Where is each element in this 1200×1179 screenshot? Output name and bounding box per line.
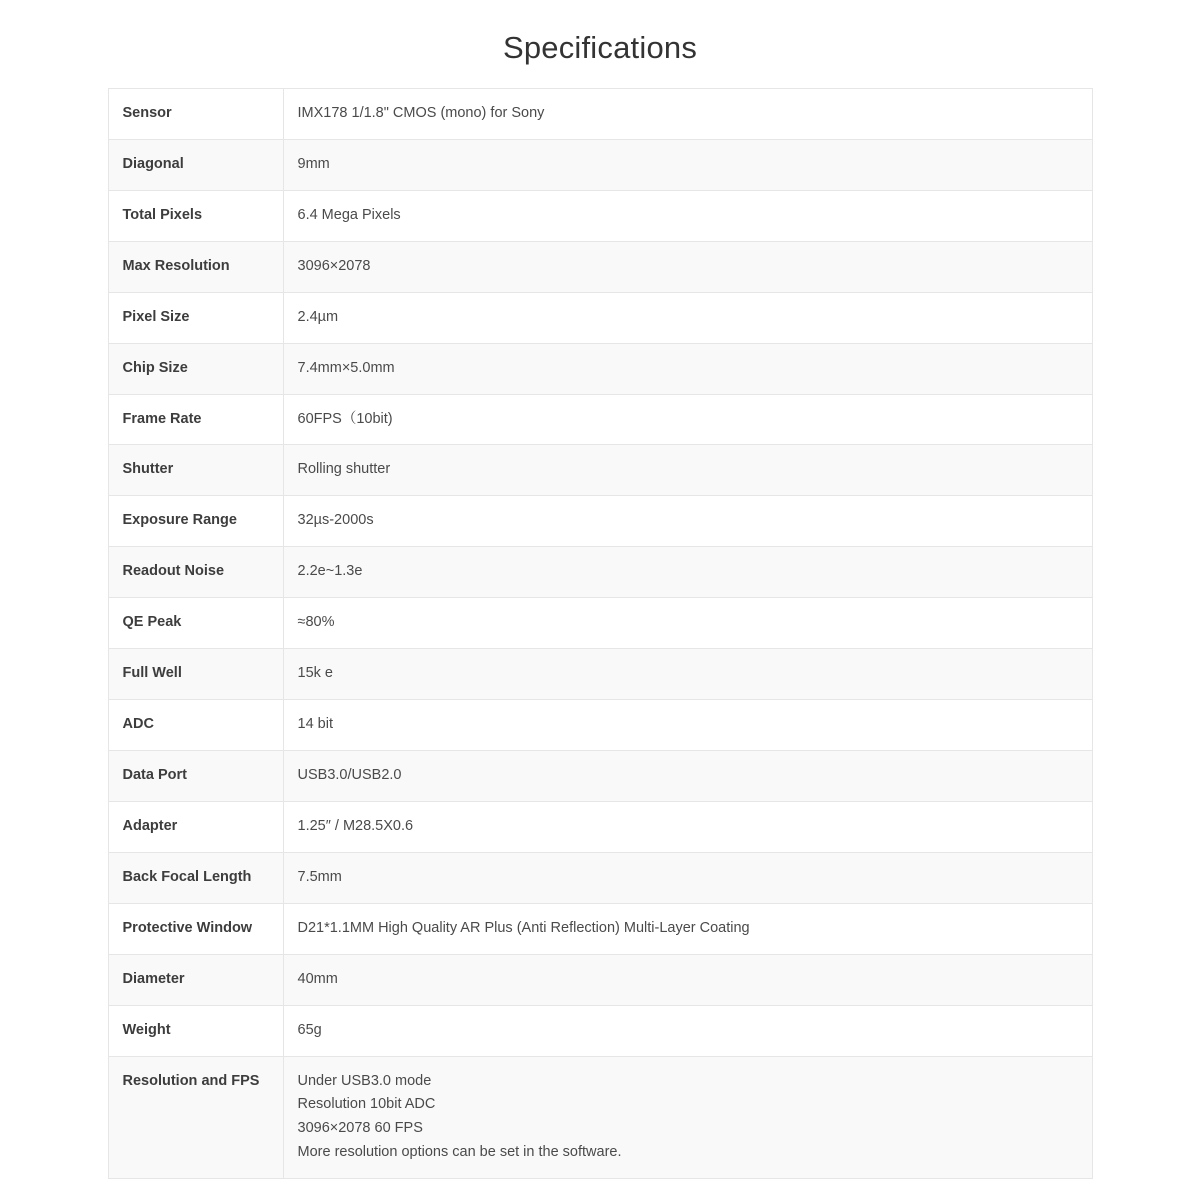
- spec-value: IMX178 1/1.8" CMOS (mono) for Sony: [297, 105, 545, 121]
- spec-label: Readout Noise: [108, 547, 283, 598]
- spec-value: 15k e: [297, 665, 333, 682]
- spec-value: 3096×2078: [297, 257, 371, 274]
- spec-value: [283, 1056, 1092, 1179]
- table-row: [108, 241, 1092, 292]
- spec-value: 1.25″ / M28.5X0.6: [297, 817, 414, 834]
- spec-value: 65g: [297, 1021, 322, 1038]
- spec-value: 9mm: [297, 155, 330, 172]
- spec-label: Full Well: [108, 649, 283, 700]
- value-line: Resolution 10bit ADC: [297, 1096, 436, 1113]
- specifications-table-container: [108, 88, 1093, 1179]
- table-row: [108, 89, 1092, 140]
- table-row: [108, 954, 1092, 1005]
- table-row: [108, 292, 1092, 343]
- spec-label: Resolution and FPS: [108, 1056, 283, 1179]
- spec-label: Weight: [108, 1005, 283, 1056]
- spec-value: 6.4 Mega Pixels: [297, 206, 401, 223]
- spec-value: ≈80%: [297, 614, 335, 631]
- table-row: [108, 445, 1092, 496]
- spec-label: Diameter: [108, 954, 283, 1005]
- spec-value: Rolling shutter: [297, 461, 391, 478]
- multi-line-value: [298, 1070, 1078, 1166]
- spec-value: 7.5mm: [297, 868, 342, 885]
- table-row: [108, 1056, 1092, 1179]
- table-row: [108, 547, 1092, 598]
- table-row: [108, 801, 1092, 852]
- value-line: 3096×2078 60 FPS: [297, 1120, 423, 1137]
- table-row: [108, 598, 1092, 649]
- spec-label: Frame Rate: [108, 394, 283, 445]
- spec-label: Max Resolution: [108, 241, 283, 292]
- spec-label: Sensor: [108, 89, 283, 140]
- spec-label: Exposure Range: [108, 496, 283, 547]
- spec-label: Adapter: [108, 801, 283, 852]
- value-line: More resolution options can be set in the software.: [297, 1144, 622, 1161]
- spec-value: USB3.0/USB2.0: [297, 766, 402, 783]
- value-line: Under USB3.0 mode: [297, 1072, 432, 1089]
- spec-label: Data Port: [108, 750, 283, 801]
- spec-label: Diagonal: [108, 139, 283, 190]
- table-row: [108, 190, 1092, 241]
- table-row: [108, 496, 1092, 547]
- spec-label: Protective Window: [108, 903, 283, 954]
- spec-value: 40mm: [297, 970, 338, 987]
- spec-value: 7.4mm×5.0mm: [297, 359, 395, 376]
- spec-value: 2.2e~1.3e: [297, 563, 363, 580]
- spec-value: 14 bit: [297, 716, 333, 733]
- specifications-table-body: [108, 89, 1092, 1179]
- spec-value: 32µs-2000s: [297, 512, 374, 529]
- spec-label: Chip Size: [108, 343, 283, 394]
- spec-label: Total Pixels: [108, 190, 283, 241]
- spec-value: 60FPS（10bit): [297, 410, 393, 427]
- table-row: [108, 139, 1092, 190]
- spec-label: QE Peak: [108, 598, 283, 649]
- spec-label: Shutter: [108, 445, 283, 496]
- table-row: [108, 852, 1092, 903]
- page-title: Specifications: [502, 30, 698, 65]
- table-row: [108, 1005, 1092, 1056]
- specifications-table: [108, 88, 1093, 1179]
- table-row: [108, 903, 1092, 954]
- spec-value: 2.4µm: [297, 308, 339, 325]
- table-row: [108, 649, 1092, 700]
- table-row: [108, 700, 1092, 751]
- spec-value: D21*1.1MM High Quality AR Plus (Anti Reflection) Multi-Layer Coating: [297, 919, 750, 936]
- spec-label: Back Focal Length: [108, 852, 283, 903]
- spec-label: Pixel Size: [108, 292, 283, 343]
- table-row: [108, 750, 1092, 801]
- table-row: [108, 343, 1092, 394]
- spec-label: ADC: [108, 700, 283, 751]
- table-row: [108, 394, 1092, 445]
